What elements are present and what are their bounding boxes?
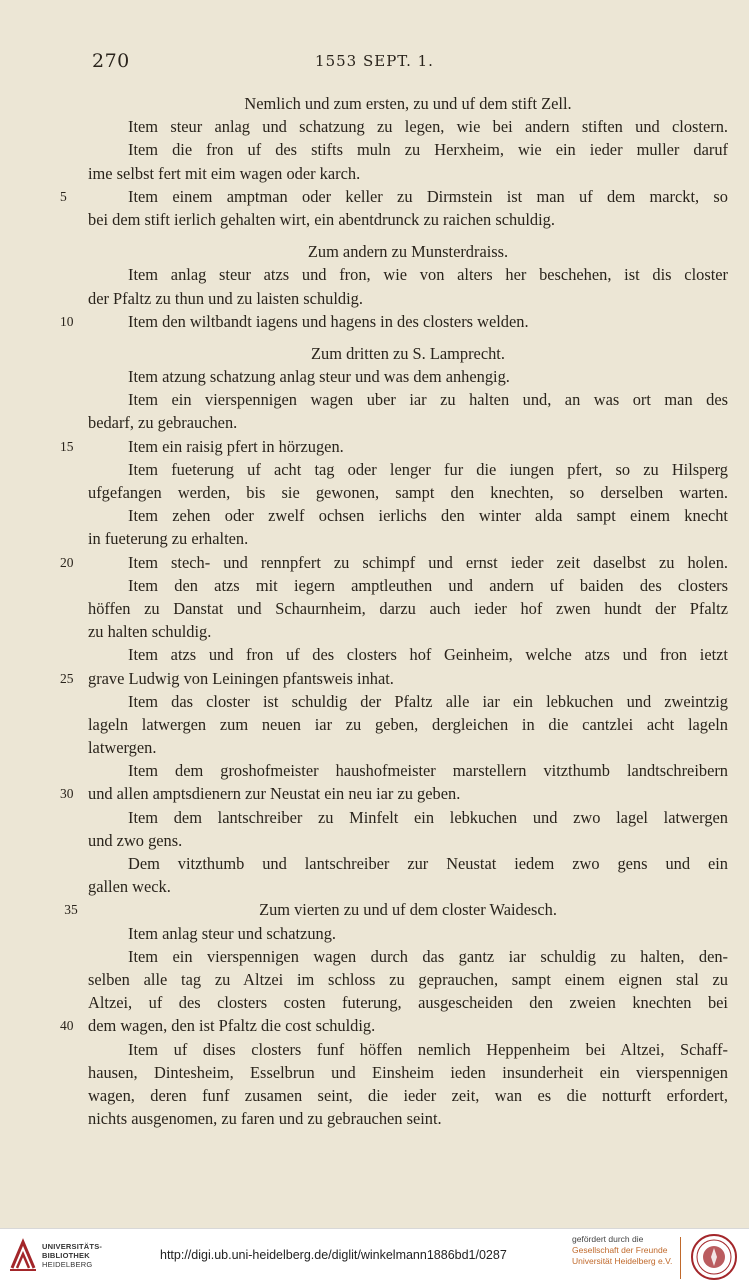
text-line	[88, 162, 728, 185]
text-line	[60, 551, 728, 574]
document-body	[60, 92, 728, 1130]
line-number: 40	[60, 1018, 74, 1034]
text-line	[88, 806, 728, 829]
text-line	[88, 968, 728, 991]
line-number: 35	[64, 902, 78, 918]
text-line	[60, 782, 728, 805]
line-text: ime selbst fert mit eim wagen oder karch.	[88, 163, 361, 183]
sponsor-divider	[680, 1237, 681, 1279]
text-line	[60, 310, 728, 333]
text-line	[88, 365, 728, 388]
section-heading	[64, 898, 728, 921]
line-text: Item ein raisig pfert in hörzugen.	[128, 436, 344, 456]
text-line	[88, 527, 728, 550]
text-line	[88, 208, 728, 231]
text-line	[88, 458, 728, 481]
line-text: ufgefangen werden, bis sie gewonen, sampt den knechten, so derselben warten.	[88, 483, 728, 502]
line-text: Item die fron uf des stifts muln zu Herxheim, wie ein ieder muller daruf	[128, 140, 728, 160]
page-number: 270	[92, 50, 130, 72]
line-text: Zum dritten zu S. Lamprecht.	[311, 343, 505, 363]
line-text: Item atzs und fron uf des closters hof Geinheim, welche atzs und fron ietzt	[128, 645, 728, 665]
text-line	[88, 759, 728, 782]
text-line	[88, 1084, 728, 1107]
line-text: Zum vierten zu und uf dem closter Waidesch.	[259, 900, 557, 920]
viewer-footer	[0, 1228, 749, 1285]
line-text: bedarf, zu gebrauchen.	[88, 413, 238, 433]
line-text: und zwo gens.	[88, 830, 183, 850]
text-line	[88, 597, 728, 620]
line-text: selben alle tag zu Altzei im schloss zu geprauchen, sampt einem eignen stal zu	[88, 969, 728, 989]
line-number: 5	[60, 188, 67, 204]
line-text: Item anlag steur und schatzung.	[128, 923, 337, 943]
text-line	[88, 829, 728, 852]
sponsor-line2: Gesellschaft der Freunde	[572, 1245, 668, 1255]
text-line	[88, 574, 728, 597]
section-heading	[88, 92, 728, 115]
text-line	[88, 690, 728, 713]
text-line	[88, 852, 728, 875]
line-text: Item den wiltbandt iagens und hagens in des closters welden.	[128, 311, 529, 331]
text-line	[88, 263, 728, 286]
text-line	[88, 388, 728, 411]
line-text: und allen amptsdienern zur Neustat ein neu iar zu geben.	[88, 784, 461, 804]
line-text: Item uf dises closters funf höffen nemlich Heppenheim bei Altzei, Schaff-	[128, 1039, 728, 1059]
line-text: grave Ludwig von Leiningen pfantsweis inhat.	[88, 668, 394, 688]
line-text: Item das closter ist schuldig der Pfaltz alle iar ein lebkuchen und zweintzig	[128, 691, 728, 711]
text-line	[88, 115, 728, 138]
line-text: Item zehen oder zwelf ochsen ierlichs den winter alda sampt einem knecht	[128, 506, 728, 526]
text-line	[88, 287, 728, 310]
line-text: Item einem amptman oder keller zu Dirmstein ist man uf dem marckt, so	[128, 186, 728, 206]
text-line	[88, 620, 728, 643]
text-line	[88, 481, 728, 504]
line-text: der Pfaltz zu thun und zu laisten schuldig.	[88, 288, 363, 308]
line-text: Item dem groshofmeister haushofmeister marstellern vitzthumb landtschreibern	[128, 761, 728, 781]
sponsor-line1: gefördert durch die	[572, 1234, 644, 1244]
running-head: 1553 SEPT. 1.	[315, 52, 434, 70]
line-text: höffen zu Danstat und Schaurnheim, darzu auch ieder hof zwen hundt der Pfaltz	[88, 598, 728, 618]
text-line	[88, 504, 728, 527]
text-line	[60, 435, 728, 458]
text-line	[88, 643, 728, 666]
line-text: in fueterung zu erhalten.	[88, 529, 249, 549]
text-line	[88, 991, 728, 1014]
university-seal-icon[interactable]	[690, 1233, 738, 1281]
permalink-url[interactable]: http://digi.ub.uni-heidelberg.de/diglit/winkelmann1886bd1/0287	[160, 1248, 507, 1262]
text-line	[88, 1107, 728, 1130]
line-text: Item dem lantschreiber zu Minfelt ein lebkuchen und zwo lagel latwergen	[128, 807, 728, 827]
line-number: 30	[60, 786, 74, 802]
library-name	[42, 1242, 102, 1269]
line-text: lageln latwergen zum neuen iar zu geben, dergleichen in die cantzlei acht lageln	[88, 714, 728, 734]
library-name-line3: HEIDELBERG	[42, 1260, 93, 1269]
library-name-line2: BIBLIOTHEK	[42, 1251, 90, 1260]
line-text: dem wagen, den ist Pfaltz die cost schuldig.	[88, 1016, 376, 1036]
text-line	[88, 411, 728, 434]
line-number: 15	[60, 438, 74, 454]
section-heading	[88, 240, 728, 263]
text-line	[88, 1038, 728, 1061]
line-text: Item anlag steur atzs und fron, wie von alters her beschehen, ist dis closter	[128, 265, 728, 285]
text-line	[88, 922, 728, 945]
line-text: wagen, deren funf zusamen seint, die ieder zeit, wan es die notturft erfordert,	[88, 1085, 728, 1105]
line-text: latwergen.	[88, 738, 157, 758]
sponsor-text	[572, 1234, 684, 1267]
text-line	[88, 138, 728, 161]
page-header	[0, 50, 749, 74]
line-text: Item atzung schatzung anlag steur und was dem anhengig.	[128, 367, 510, 387]
text-line	[88, 736, 728, 759]
line-text: Item steur anlag und schatzung zu legen, wie bei andern stiften und clostern.	[128, 117, 728, 137]
line-number: 25	[60, 670, 74, 686]
line-text: Item fueterung uf acht tag oder lenger fur die iungen pfert, so zu Hilsperg	[128, 459, 728, 479]
line-number: 20	[60, 554, 74, 570]
line-text: Item ein vierspennigen wagen uber iar zu halten und, an was ort man des	[128, 390, 728, 410]
line-text: nichts ausgenomen, zu faren und zu gebrauchen seint.	[88, 1109, 442, 1129]
section-heading	[88, 342, 728, 365]
line-text: gallen weck.	[88, 877, 171, 897]
line-text: Item ein vierspennigen wagen durch das gantz iar schuldig zu halten, den-	[128, 946, 728, 966]
line-text: Zum andern zu Munsterdraiss.	[307, 242, 509, 262]
library-name-line1: UNIVERSITÄTS-	[42, 1242, 103, 1251]
text-line	[60, 1014, 728, 1037]
text-line	[88, 1061, 728, 1084]
line-text: Nemlich und zum ersten, zu und uf dem stift Zell.	[244, 94, 572, 113]
line-text: hausen, Dintesheim, Esselbrun und Einsheim ieden insunderheit ein vierspennigen	[88, 1062, 728, 1082]
line-text: bei dem stift ierlich gehalten wirt, ein abentdrunck zu raichen schuldig.	[88, 209, 555, 229]
text-line	[88, 875, 728, 898]
line-text: Item den atzs mit iegern amptleuthen und andern uf baiden des closters	[128, 575, 728, 595]
line-text: Item stech- und rennpfert zu schimpf und ernst ieder zeit daselbst zu holen.	[128, 552, 728, 572]
text-line	[60, 667, 728, 690]
line-number: 10	[60, 313, 74, 329]
text-line	[88, 713, 728, 736]
text-line	[88, 945, 728, 968]
university-library-logo-icon[interactable]	[8, 1238, 38, 1274]
line-text: zu halten schuldig.	[88, 622, 212, 642]
line-text: Altzei, uf des closters costen futerung, ausgescheiden den zweien knechten bei	[88, 993, 728, 1013]
sponsor-line3: Universität Heidelberg e.V.	[572, 1256, 673, 1266]
text-line	[60, 185, 728, 208]
line-text: Dem vitzthumb und lantschreiber zur Neustat iedem zwo gens und ein	[128, 854, 728, 873]
